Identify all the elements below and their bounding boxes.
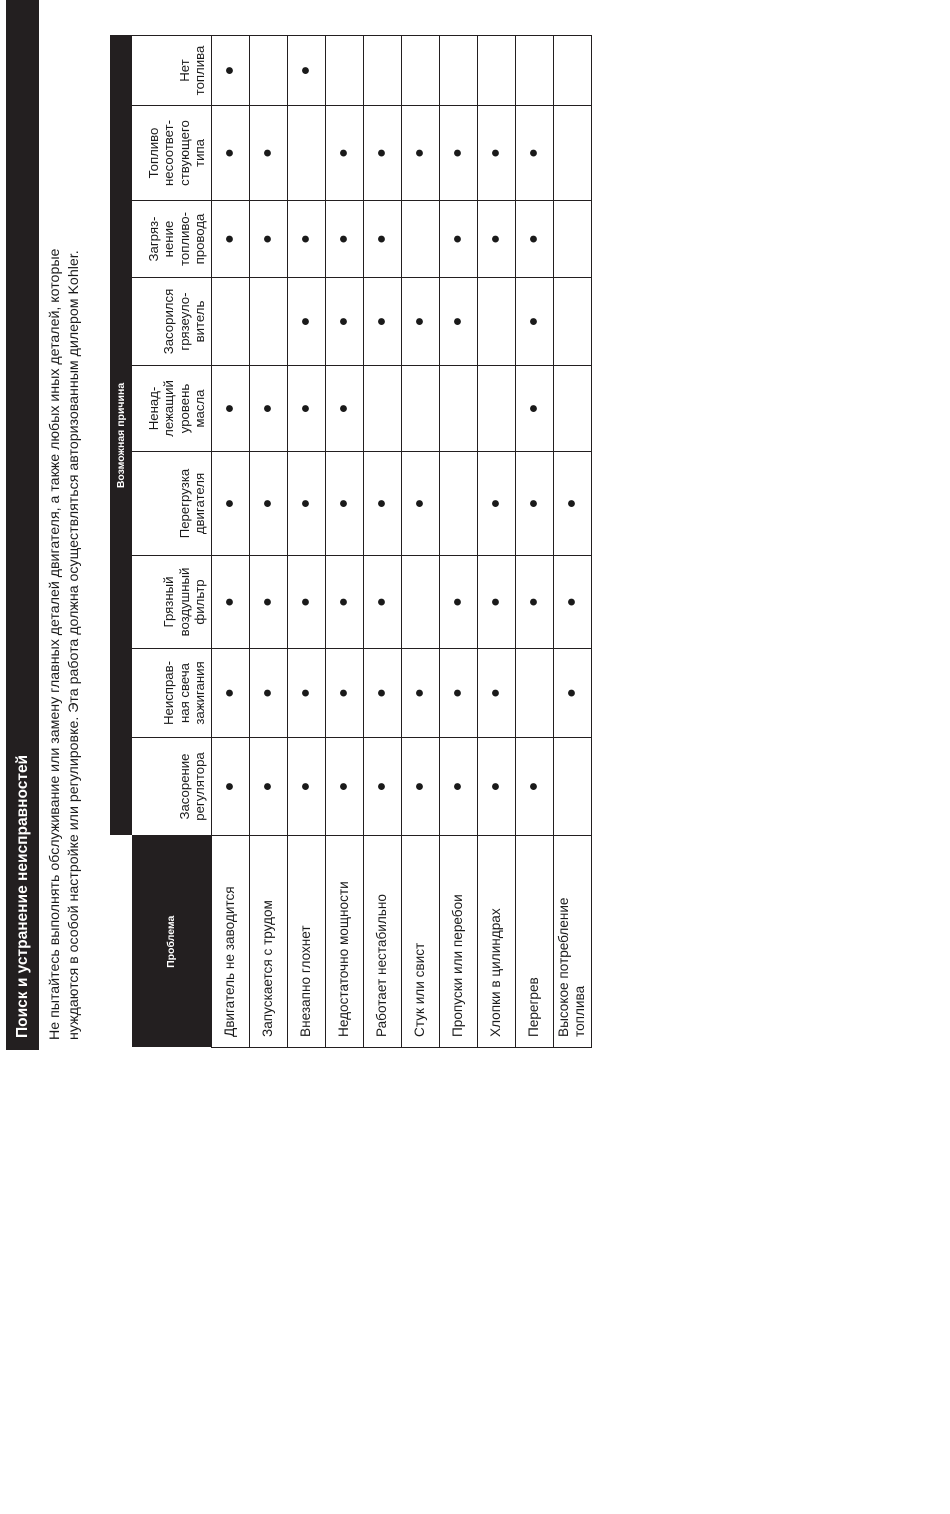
mark-cell <box>401 278 439 366</box>
table-row <box>363 36 401 1048</box>
bullet-icon: ● <box>373 234 390 244</box>
mark-cell <box>287 201 325 278</box>
problem-cell: Внезапно глохнет <box>287 836 325 1048</box>
bullet-icon: ● <box>221 65 238 76</box>
bullet-icon: ● <box>373 316 390 327</box>
bullet-icon: ● <box>297 597 314 607</box>
mark-cell <box>249 36 287 106</box>
mark-cell <box>553 556 591 649</box>
mark-cell <box>401 556 439 649</box>
problem-cell: Недостаточно мощности <box>325 836 363 1048</box>
bullet-icon: ● <box>221 148 238 158</box>
bullet-icon: ● <box>563 688 580 698</box>
intro-text <box>46 40 84 1040</box>
mark-cell <box>211 278 249 366</box>
mark-cell <box>211 452 249 556</box>
bullet-icon: ● <box>221 781 238 792</box>
table-row <box>287 36 325 1048</box>
problem-cell: Запускается с трудом <box>249 836 287 1048</box>
mark-cell <box>515 366 553 452</box>
mark-cell <box>401 201 439 278</box>
bullet-icon: ● <box>563 498 580 509</box>
mark-cell <box>477 278 515 366</box>
mark-cell <box>363 738 401 836</box>
mark-cell <box>477 452 515 556</box>
bullet-icon: ● <box>449 597 466 607</box>
bullet-icon: ● <box>487 234 504 244</box>
problem-cell: Хлопки в цилиндрах <box>477 836 515 1048</box>
mark-cell <box>363 452 401 556</box>
mark-cell <box>211 36 249 106</box>
table-row <box>553 36 591 1048</box>
mark-cell <box>515 201 553 278</box>
mark-cell <box>477 649 515 738</box>
bullet-icon: ● <box>335 316 352 327</box>
bullet-icon: ● <box>373 597 390 607</box>
mark-cell <box>439 201 477 278</box>
cause-header-4: Перегрузка двигателя <box>132 452 211 556</box>
bullet-icon: ● <box>525 148 542 158</box>
mark-cell <box>325 452 363 556</box>
mark-cell <box>477 106 515 201</box>
mark-cell <box>363 36 401 106</box>
mark-cell <box>363 649 401 738</box>
mark-cell <box>363 278 401 366</box>
bullet-icon: ● <box>221 688 238 698</box>
mark-cell <box>287 556 325 649</box>
mark-cell <box>363 201 401 278</box>
bullet-icon: ● <box>449 234 466 244</box>
mark-cell <box>439 36 477 106</box>
mark-cell <box>477 738 515 836</box>
mark-cell <box>515 649 553 738</box>
cause-header-5: Ненад- лежащий уровень масла <box>132 366 211 452</box>
mark-cell <box>439 649 477 738</box>
table-row <box>249 36 287 1048</box>
bullet-icon: ● <box>297 65 314 76</box>
mark-cell <box>249 106 287 201</box>
mark-cell <box>211 366 249 452</box>
mark-cell <box>553 452 591 556</box>
mark-cell <box>553 738 591 836</box>
bullet-icon: ● <box>335 234 352 244</box>
mark-cell <box>249 366 287 452</box>
bullet-icon: ● <box>487 148 504 158</box>
bullet-icon: ● <box>373 781 390 792</box>
table-row <box>477 36 515 1048</box>
intro-line-2: нуждаются в особой настройке или регулировке. Эта работа должна осуществляться авторизованным дилером Kohler. <box>66 250 82 1040</box>
cause-header-6: Засорился грязеуло- витель <box>132 278 211 366</box>
bullet-icon: ● <box>297 403 314 414</box>
bullet-icon: ● <box>297 234 314 244</box>
bullet-icon: ● <box>335 403 352 414</box>
mark-cell <box>287 278 325 366</box>
cause-header: Возможная причина <box>110 36 132 836</box>
mark-cell <box>553 106 591 201</box>
bullet-icon: ● <box>411 688 428 698</box>
table-row <box>401 36 439 1048</box>
bullet-icon: ● <box>259 597 276 607</box>
problem-cell: Работает нестабильно <box>363 836 401 1048</box>
mark-cell <box>325 201 363 278</box>
mark-cell <box>515 278 553 366</box>
cause-header-2: Неисправ- ная свеча зажигания <box>132 649 211 738</box>
mark-cell <box>515 738 553 836</box>
mark-cell <box>211 649 249 738</box>
mark-cell <box>325 106 363 201</box>
bullet-icon: ● <box>487 498 504 509</box>
bullet-icon: ● <box>335 781 352 792</box>
mark-cell <box>249 649 287 738</box>
bullet-icon: ● <box>411 498 428 509</box>
bullet-icon: ● <box>373 498 390 509</box>
bullet-icon: ● <box>525 403 542 414</box>
mark-cell <box>325 649 363 738</box>
bullet-icon: ● <box>221 597 238 607</box>
bullet-icon: ● <box>221 403 238 414</box>
mark-cell <box>211 106 249 201</box>
bullet-icon: ● <box>525 597 542 607</box>
mark-cell <box>477 36 515 106</box>
mark-cell <box>553 366 591 452</box>
bullet-icon: ● <box>563 597 580 607</box>
mark-cell <box>401 649 439 738</box>
mark-cell <box>553 649 591 738</box>
mark-cell <box>287 106 325 201</box>
table-row <box>325 36 363 1048</box>
problem-cell: Перегрев <box>515 836 553 1048</box>
mark-cell <box>287 738 325 836</box>
mark-cell <box>363 106 401 201</box>
mark-cell <box>249 452 287 556</box>
bullet-icon: ● <box>221 498 238 509</box>
bullet-icon: ● <box>297 781 314 792</box>
mark-cell <box>249 556 287 649</box>
bullet-icon: ● <box>259 234 276 244</box>
bullet-icon: ● <box>525 498 542 509</box>
mark-cell <box>363 366 401 452</box>
bullet-icon: ● <box>259 781 276 792</box>
problem-cell: Пропуски или перебои <box>439 836 477 1048</box>
cause-header-9: Нет топлива <box>132 36 211 106</box>
bullet-icon: ● <box>259 403 276 414</box>
mark-cell <box>325 738 363 836</box>
troubleshooting-table <box>110 35 592 1048</box>
mark-cell <box>401 106 439 201</box>
intro-line-1: Не пытайтесь выполнять обслуживание или замену главных деталей двигателя, а также любых иных деталей, которые <box>47 248 63 1040</box>
bullet-icon: ● <box>259 148 276 158</box>
bullet-icon: ● <box>525 316 542 327</box>
bullet-icon: ● <box>297 316 314 327</box>
mark-cell <box>211 201 249 278</box>
cause-header-3: Грязный воздушный фильтр <box>132 556 211 649</box>
mark-cell <box>553 36 591 106</box>
table-row <box>515 36 553 1048</box>
problem-header: Проблема <box>132 836 211 1048</box>
bullet-icon: ● <box>335 688 352 698</box>
bullet-icon: ● <box>297 688 314 698</box>
bullet-icon: ● <box>525 781 542 792</box>
mark-cell <box>325 366 363 452</box>
bullet-icon: ● <box>411 316 428 327</box>
mark-cell <box>211 556 249 649</box>
cause-header-1: Засорение регулятора <box>132 738 211 836</box>
mark-cell <box>477 366 515 452</box>
mark-cell <box>477 556 515 649</box>
mark-cell <box>249 738 287 836</box>
mark-cell <box>363 556 401 649</box>
problem-cell: Стук или свист <box>401 836 439 1048</box>
mark-cell <box>325 278 363 366</box>
bullet-icon: ● <box>373 688 390 698</box>
mark-cell <box>553 278 591 366</box>
mark-cell <box>439 106 477 201</box>
mark-cell <box>249 201 287 278</box>
mark-cell <box>287 36 325 106</box>
mark-cell <box>401 366 439 452</box>
bullet-icon: ● <box>335 597 352 607</box>
mark-cell <box>325 556 363 649</box>
bullet-icon: ● <box>449 781 466 792</box>
bullet-icon: ● <box>449 316 466 327</box>
mark-cell <box>515 106 553 201</box>
problem-cell: Двигатель не заводится <box>211 836 249 1048</box>
mark-cell <box>211 738 249 836</box>
mark-cell <box>325 36 363 106</box>
mark-cell <box>287 366 325 452</box>
mark-cell <box>401 36 439 106</box>
bullet-icon: ● <box>411 148 428 158</box>
bullet-icon: ● <box>297 498 314 509</box>
bullet-icon: ● <box>411 781 428 792</box>
troubleshooting-table-wrap <box>110 35 592 1048</box>
section-title: Поиск и устранение неисправностей <box>6 0 39 1050</box>
bullet-icon: ● <box>449 148 466 158</box>
mark-cell <box>515 36 553 106</box>
mark-cell <box>249 278 287 366</box>
mark-cell <box>515 556 553 649</box>
mark-cell <box>439 452 477 556</box>
mark-cell <box>439 738 477 836</box>
mark-cell <box>477 201 515 278</box>
bullet-icon: ● <box>449 688 466 698</box>
bullet-icon: ● <box>335 148 352 158</box>
bullet-icon: ● <box>259 688 276 698</box>
bullet-icon: ● <box>259 498 276 509</box>
problem-cell: Высокое потребление топлива <box>553 836 591 1048</box>
cause-header-7: Загряз- нение топливо- провода <box>132 201 211 278</box>
mark-cell <box>439 278 477 366</box>
mark-cell <box>287 452 325 556</box>
mark-cell <box>515 452 553 556</box>
bullet-icon: ● <box>525 234 542 244</box>
mark-cell <box>401 452 439 556</box>
table-row <box>211 36 249 1048</box>
bullet-icon: ● <box>335 498 352 509</box>
mark-cell <box>439 366 477 452</box>
bullet-icon: ● <box>487 688 504 698</box>
cause-header-8: Топливо несоответ- ствующего типа <box>132 106 211 201</box>
bullet-icon: ● <box>221 234 238 244</box>
table-row <box>439 36 477 1048</box>
mark-cell <box>553 201 591 278</box>
bullet-icon: ● <box>487 597 504 607</box>
mark-cell <box>287 649 325 738</box>
bullet-icon: ● <box>487 781 504 792</box>
mark-cell <box>439 556 477 649</box>
mark-cell <box>401 738 439 836</box>
bullet-icon: ● <box>373 148 390 158</box>
